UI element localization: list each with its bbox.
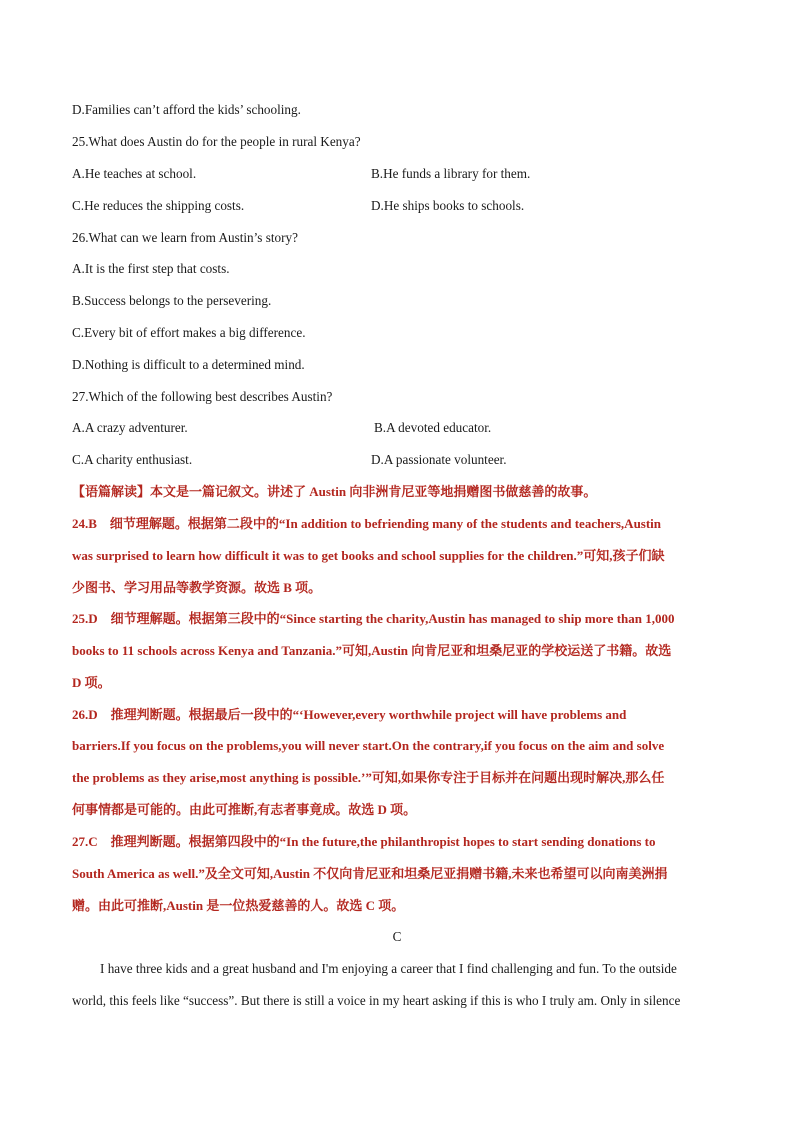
option-row bbox=[72, 452, 507, 468]
question-27: 27.Which of the following best describes Austin? bbox=[72, 389, 333, 404]
option-line: D.Families can’t afford the kids’ schooling. bbox=[72, 102, 301, 117]
answer-line: barriers.If you focus on the problems,you will never start.On the contrary,if you focus on the aim and solve bbox=[72, 738, 665, 753]
option-d: D.He ships books to schools. bbox=[371, 198, 525, 213]
question-25: 25.What does Austin do for the people in rural Kenya? bbox=[72, 134, 361, 149]
answer-line: 赠。由此可推断,Austin 是一位热爱慈善的人。故选 C 项。 bbox=[72, 898, 405, 913]
passage-analysis: 【语篇解读】本文是一篇记叙文。讲述了 Austin 向非洲肯尼亚等地捐赠图书做慈善的故事。 bbox=[72, 484, 597, 499]
option-c: C.Every bit of effort makes a big difference. bbox=[72, 325, 306, 340]
answer-line: 27.C 推理判断题。根据第四段中的“In the future,the philanthropist hopes to start sending donations to bbox=[72, 834, 656, 849]
option-b: B.Success belongs to the persevering. bbox=[72, 293, 272, 308]
option-d: D.Nothing is difficult to a determined mind. bbox=[72, 357, 305, 372]
option-a: A.He teaches at school. bbox=[72, 166, 197, 181]
answer-line: D 项。 bbox=[72, 675, 111, 690]
answer-line: was surprised to learn how difficult it was to get books and school supplies for the children.”可知,孩子们缺 bbox=[72, 548, 665, 563]
answer-line: books to 11 schools across Kenya and Tanzania.”可知,Austin 向肯尼亚和坦桑尼亚的学校运送了书籍。故选 bbox=[72, 643, 672, 658]
option-c: C.He reduces the shipping costs. bbox=[72, 198, 245, 213]
answer-line: 少图书、学习用品等教学资源。故选 B 项。 bbox=[72, 580, 322, 595]
passage-line: world, this feels like “success”. But there is still a voice in my heart asking if this is who I truly am. Only in silence bbox=[72, 993, 681, 1008]
answer-line: the problems as they arise,most anything is possible.’”可知,如果你专注于目标并在问题出现时解决,那么任 bbox=[72, 770, 665, 785]
question-26: 26.What can we learn from Austin’s story? bbox=[72, 230, 298, 245]
option-b: B.He funds a library for them. bbox=[371, 166, 531, 181]
answer-line: 何事情都是可能的。由此可推断,有志者事竟成。故选 D 项。 bbox=[72, 802, 417, 817]
option-d: D.A passionate volunteer. bbox=[371, 452, 507, 467]
answer-line: 26.D 推理判断题。根据最后一段中的“‘However,every worthwhile project will have problems and bbox=[72, 707, 627, 722]
option-row bbox=[72, 166, 531, 182]
option-a: A.A crazy adventurer. bbox=[72, 420, 188, 435]
option-b: B.A devoted educator. bbox=[374, 420, 492, 435]
option-row bbox=[72, 420, 492, 436]
passage-line: I have three kids and a great husband and I'm enjoying a career that I find challenging and fun. To the outside bbox=[100, 961, 677, 976]
section-label: C bbox=[392, 929, 402, 944]
option-a: A.It is the first step that costs. bbox=[72, 261, 230, 276]
answer-line: South America as well.”及全文可知,Austin 不仅向肯尼亚和坦桑尼亚捐赠书籍,未来也希望可以向南美洲捐 bbox=[72, 866, 668, 881]
option-row bbox=[72, 198, 525, 214]
answer-line: 25.D 细节理解题。根据第三段中的“Since starting the charity,Austin has managed to ship more than 1,000 bbox=[72, 611, 675, 626]
option-c: C.A charity enthusiast. bbox=[72, 452, 193, 467]
answer-line: 24.B 细节理解题。根据第二段中的“In addition to befriending many of the students and teachers,Austin bbox=[72, 516, 662, 531]
